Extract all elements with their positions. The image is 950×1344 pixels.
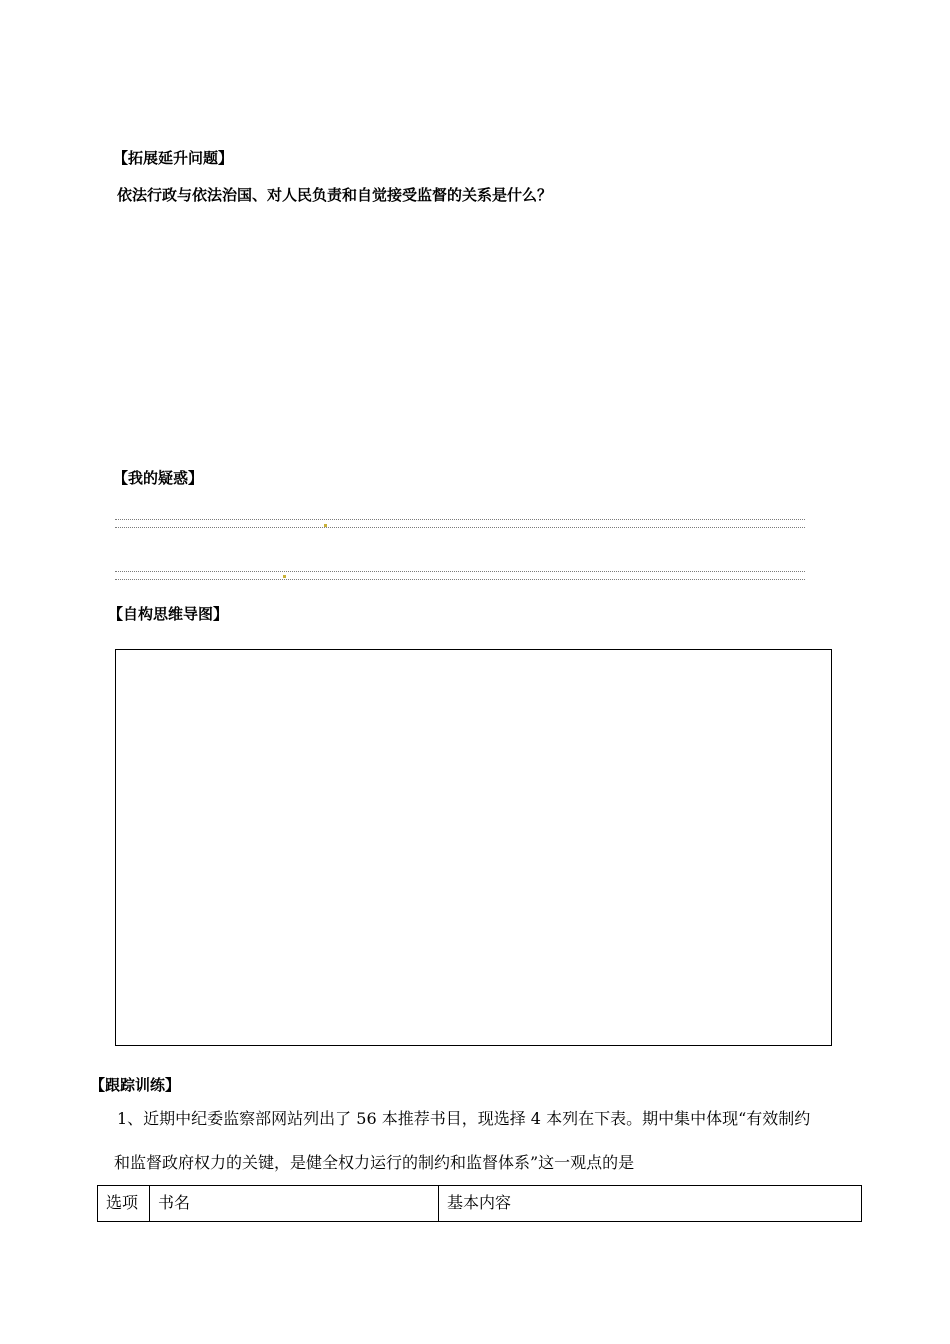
extension-question: 依法行政与依法治国、对人民负责和自觉接受监督的关系是什么？ (117, 186, 553, 204)
book-options-table (97, 1185, 862, 1222)
training-heading: 【跟踪训练】 (90, 1076, 181, 1094)
writing-line (115, 519, 805, 520)
writing-line (115, 527, 805, 528)
text-cursor-marker (324, 524, 327, 527)
question-1-line-1: 1、近期中纪委监察部网站列出了 56 本推荐书目，现选择 4 本列在下表。期中集中体现“有效制约 (117, 1109, 811, 1128)
header-content: 基本内容 (439, 1186, 862, 1222)
question-1-line-2: 和监督政府权力的关键，是健全权力运行的制约和监督体系”这一观点的是 (114, 1153, 635, 1172)
mindmap-drawing-box[interactable] (115, 649, 832, 1046)
doubts-heading: 【我的疑惑】 (113, 469, 204, 487)
mindmap-heading: 【自构思维导图】 (108, 605, 229, 623)
writing-line (115, 579, 805, 580)
writing-line (115, 571, 805, 572)
table-header-row (98, 1186, 862, 1222)
extension-heading: 【拓展延升问题】 (113, 149, 234, 167)
header-book-title: 书名 (150, 1186, 439, 1222)
text-cursor-marker (283, 575, 286, 578)
header-option: 选项 (98, 1186, 150, 1222)
